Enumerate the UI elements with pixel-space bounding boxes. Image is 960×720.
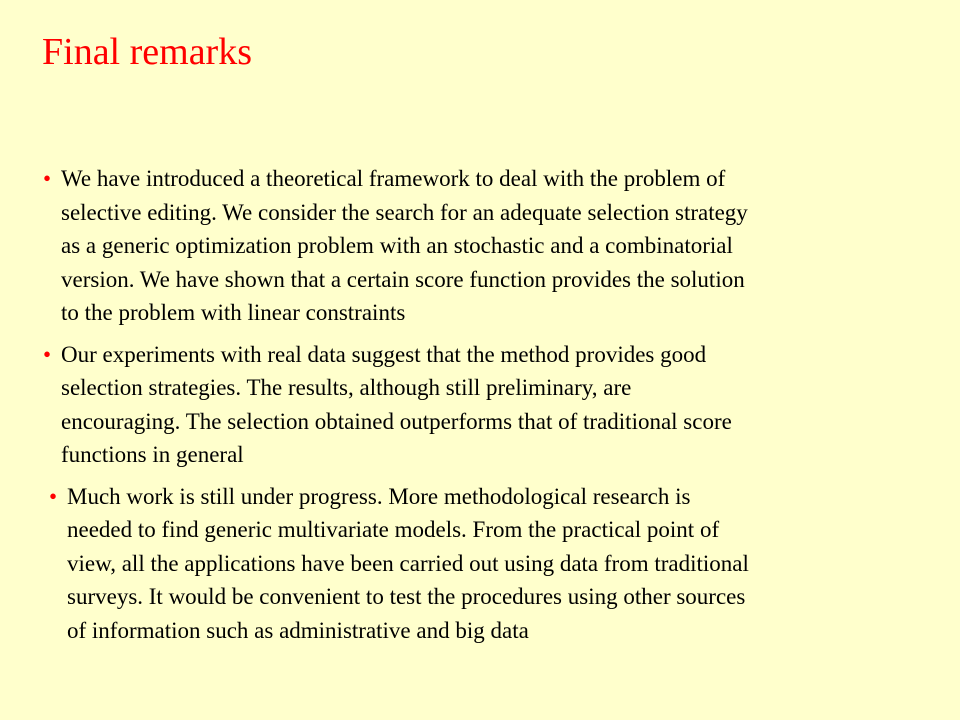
bullet-dot-icon: • (49, 483, 58, 509)
slide-title: Final remarks (42, 31, 253, 73)
bullet-item (43, 338, 913, 472)
bullet-text-line: surveys. It would be convenient to test the procedures using other sources (67, 584, 746, 609)
bullet-text-line: We have introduced a theoretical framework to deal with the problem of (61, 166, 726, 191)
bullet-text-line: encouraging. The selection obtained outperforms that of traditional score (61, 408, 732, 434)
bullet-item (49, 480, 919, 648)
bullet-list (43, 162, 913, 655)
bullet-text-line: Our experiments with real data suggest that the method provides good (61, 341, 707, 367)
bullet-text-line: as a generic optimization problem with an stochastic and a combinatorial (61, 233, 733, 258)
bullet-text-line: selective editing. We consider the search for an adequate selection strategy (61, 199, 748, 225)
bullet-text-line: of information such as administrative and big data (67, 617, 529, 643)
bullet-text-line: to the problem with linear constraints (61, 300, 406, 325)
bullet-text-line: needed to find generic multivariate models. From the practical point of (67, 517, 720, 542)
bullet-text-line: selection strategies. The results, although still preliminary, are (61, 375, 632, 400)
bullet-dot-icon: • (43, 166, 52, 191)
bullet-item (43, 162, 913, 330)
bullet-dot-icon: • (43, 341, 52, 367)
bullet-text-line: Much work is still under progress. More methodological research is (67, 483, 691, 509)
bullet-text-line: view, all the applications have been carried out using data from traditional (67, 550, 749, 576)
bullet-text-line: functions in general (61, 442, 244, 467)
bullet-text-line: version. We have shown that a certain score function provides the solution (61, 266, 745, 292)
